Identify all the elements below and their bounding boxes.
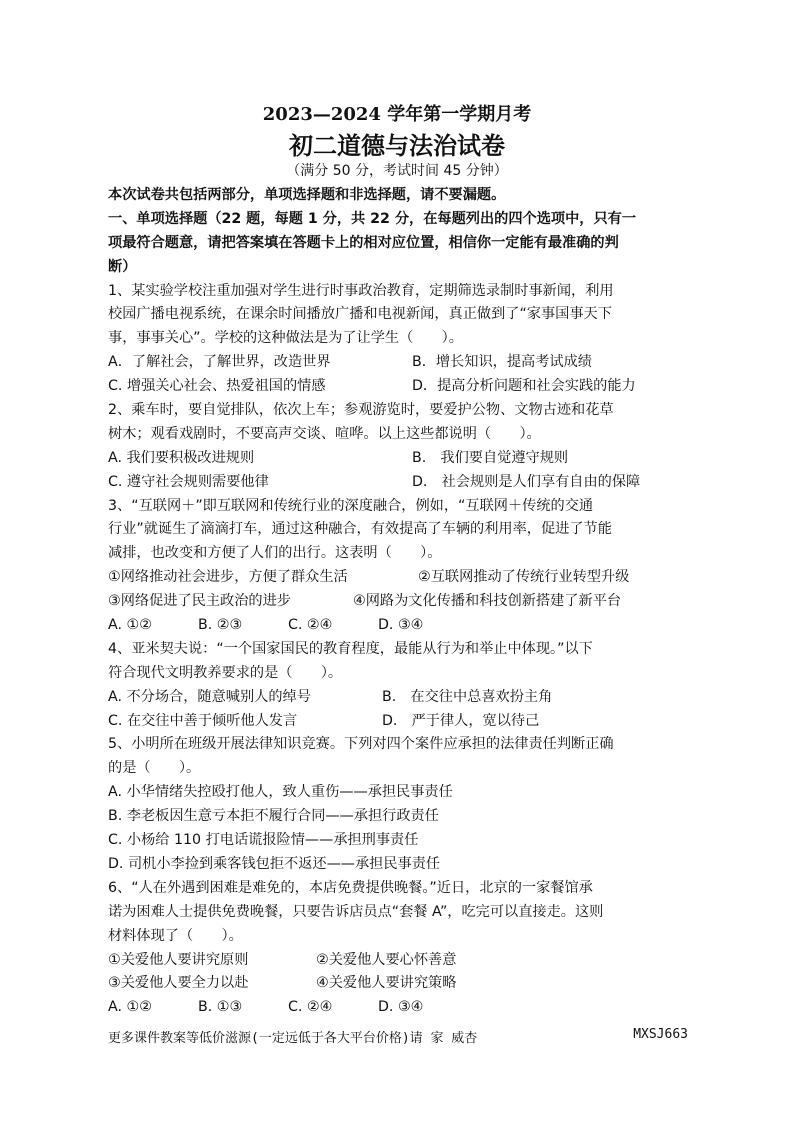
exam-subject-title: 初二道德与法治试卷	[289, 131, 505, 160]
question-5	[108, 733, 688, 876]
statement-4: ④网路为文化传播和科技创新搭建了新平台	[353, 593, 622, 610]
question-stem-line: 的是（ ）。	[108, 760, 201, 777]
option-d: D. 司机小李捡到乘客钱包拒不返还——承担民事责任	[108, 855, 441, 872]
option-c: C. 遵守社会规则需要他律	[108, 473, 269, 490]
option-c: C. ②④	[288, 999, 333, 1016]
question-stem-line: 1、某实验学校注重加强对学生进行时事政治教育，定期筛选录制时事新闻，利用	[108, 282, 614, 299]
question-1	[108, 280, 688, 399]
question-stem-line: 材料体现了（ ）。	[108, 927, 243, 944]
statement-1: ①网络推动社会进步，方便了群众生活	[108, 569, 348, 586]
exam-score-time: （满分 50 分，考试时间 45 分钟）	[286, 163, 508, 179]
question-stem-line: 事，事事关心”。学校的这种做法是为了让学生（ ）。	[108, 330, 463, 347]
statement-4: ④关爱他人要讲究策略	[316, 975, 457, 992]
section-1-line: 一、单项选择题（22 题，每题 1 分，共 22 分，在每题列出的四个选项中，只有一	[108, 210, 637, 227]
question-stem-line: 5、小明所在班级开展法律知识竞赛。下列对四个案件应承担的法律责任判断正确	[108, 736, 614, 753]
option-a: A．了解社会，了解世界，改造世界	[108, 354, 331, 371]
page-footer	[108, 1027, 688, 1046]
option-d: D．提高分析问题和社会实践的能力	[412, 378, 636, 395]
option-a: A. ①②	[108, 617, 152, 634]
statement-3: ③关爱他人要全力以赴	[108, 975, 249, 992]
question-stem-line: 诺为困难人士提供免费晚餐，只要告诉店员点“套餐 A”，吃完可以直接走。这则	[108, 903, 604, 920]
section-1-line: 项最符合题意，请把答案填在答题卡上的相对应位置，相信你一定能有最准确的判	[108, 234, 619, 251]
question-stem-line: 2、乘车时，要自觉排队，依次上车；参观游览时，要爱护公物、文物古迹和花草	[108, 402, 614, 419]
question-4	[108, 638, 688, 734]
question-stem-line: 符合现代文明教养要求的是（ ）。	[108, 664, 343, 681]
exam-intro: 本次试卷共包括两部分，单项选择题和非选择题，请不要漏题。	[108, 187, 506, 203]
question-stem-line: 3、“互联网＋”即互联网和传统行业的深度融合，例如，“互联网＋传统的交通	[108, 497, 594, 514]
option-a: A. ①②	[108, 999, 152, 1016]
exam-body	[108, 184, 688, 1020]
question-stem-line: 4、亚米契夫说：“一个国家国民的教育程度，最能从行为和举止中体现。”以下	[108, 640, 593, 657]
option-d: D. 严于律人，宽以待己	[382, 712, 540, 729]
question-3	[108, 495, 688, 638]
statement-2: ②互联网推动了传统行业转型升级	[418, 569, 630, 586]
option-d: D. ③④	[378, 999, 424, 1016]
question-stem-line: 减排，也改变和方便了人们的出行。这表明（ ）。	[108, 545, 442, 562]
option-a: A. 小华情绪失控殴打他人，致人重伤——承担民事责任	[108, 784, 453, 801]
option-c: C. 小杨给 110 打电话谎报险情——承担刑事责任	[108, 832, 419, 849]
statement-1: ①关爱他人要讲究原则	[108, 951, 249, 968]
question-stem-line: 校园广播电视系统，在课余时间播放广播和电视新闻，真正做到了“家事国事天下	[108, 306, 612, 323]
question-6	[108, 877, 688, 1020]
option-b: B. 我们要自觉遵守规则	[412, 449, 569, 466]
option-b: B. ②③	[198, 617, 243, 634]
option-a: A. 我们要积极改进规则	[108, 449, 255, 466]
option-d: D. 社会规则是人们享有自由的保障	[412, 473, 641, 490]
exam-term-title: 2023—2024 学年第一学期月考	[262, 104, 532, 125]
option-b: B. 李老板因生意亏本拒不履行合同——承担行政责任	[108, 808, 439, 825]
question-2	[108, 399, 688, 495]
footer-code: MXSJ663	[633, 1027, 688, 1042]
footer-ad-text: 更多课件教案等低价滋源(一定远低于各大平台价格)请 家 威杏	[108, 1031, 478, 1046]
section-1-line: 断）	[108, 258, 137, 275]
question-stem-line: 6、“人在外遇到困难是难免的，本店免费提供晚餐。”近日，北京的一家餐馆承	[108, 879, 593, 896]
option-a: A. 不分场合，随意喊别人的绰号	[108, 688, 311, 705]
option-d: D. ③④	[378, 617, 424, 634]
question-stem-line: 树木；观看戏剧时，不要高声交谈、喧哗。以上这些都说明（ ）。	[108, 425, 541, 442]
option-c: C. 在交往中善于倾听他人发言	[108, 712, 298, 729]
statement-2: ②关爱他人要心怀善意	[316, 951, 457, 968]
statement-3: ③网络促进了民主政治的进步	[108, 593, 291, 610]
option-c: C. 增强关心社会、热爱祖国的情感	[108, 378, 326, 395]
section-1-instructions	[108, 208, 688, 280]
option-b: B．增长知识，提高考试成绩	[412, 354, 592, 371]
question-stem-line: 行业”就诞生了滴滴打车，通过这种融合，有效提高了车辆的利用率，促进了节能	[108, 521, 612, 538]
option-b: B. ①③	[198, 999, 243, 1016]
option-b: B. 在交往中总喜欢扮主角	[382, 688, 553, 705]
option-c: C. ②④	[288, 617, 333, 634]
